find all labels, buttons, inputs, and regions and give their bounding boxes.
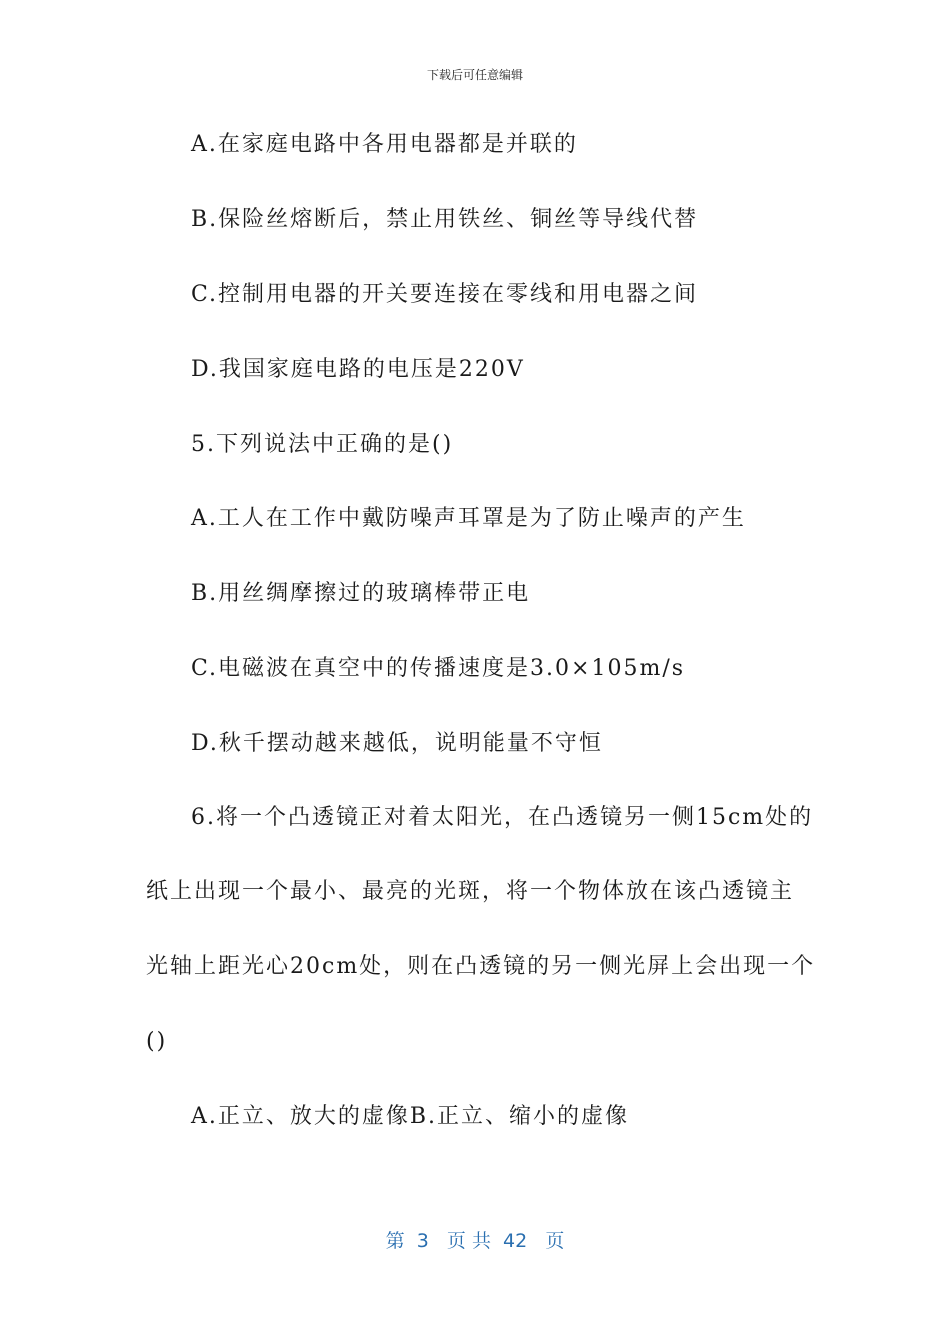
question-6-line2: 纸上出现一个最小、最亮的光斑，将一个物体放在该凸透镜主 bbox=[146, 879, 795, 904]
option-5b: B.用丝绸摩擦过的玻璃棒带正电 bbox=[191, 581, 531, 606]
option-4d: D.我国家庭电路的电压是220V bbox=[191, 357, 525, 382]
option-6ab: A.正立、放大的虚像B.正立、缩小的虚像 bbox=[191, 1104, 630, 1129]
question-6-line1: 6.将一个凸透镜正对着太阳光，在凸透镜另一侧15cm处的 bbox=[191, 805, 814, 830]
option-5d: D.秋千摆动越来越低，说明能量不守恒 bbox=[191, 731, 603, 756]
question-6-line4: () bbox=[146, 1029, 168, 1054]
question-6-line3: 光轴上距光心20cm处，则在凸透镜的另一侧光屏上会出现一个 bbox=[146, 954, 816, 979]
page-footer: 第 3 页 共 42 页 bbox=[385, 1230, 565, 1252]
option-4a: A.在家庭电路中各用电器都是并联的 bbox=[191, 132, 578, 157]
page-header: 下载后可任意编辑 bbox=[426, 68, 523, 82]
question-5: 5.下列说法中正确的是() bbox=[191, 432, 454, 457]
option-4c: C.控制用电器的开关要连接在零线和用电器之间 bbox=[191, 282, 699, 307]
option-5c: C.电磁波在真空中的传播速度是3.0×105m/s bbox=[191, 656, 686, 681]
option-5a: A.工人在工作中戴防噪声耳罩是为了防止噪声的产生 bbox=[191, 506, 746, 531]
option-4b: B.保险丝熔断后，禁止用铁丝、铜丝等导线代替 bbox=[191, 207, 699, 232]
